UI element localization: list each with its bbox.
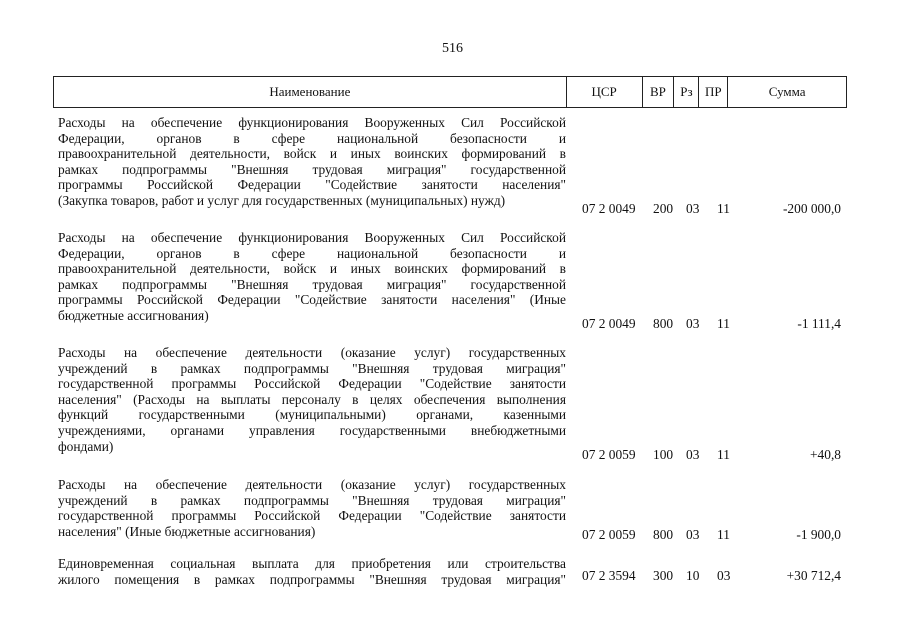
header-vr: ВР	[643, 77, 675, 107]
page-number: 516	[442, 41, 463, 56]
name-line: Расходы на обеспечение деятельности (оказание услуг) государственных	[58, 345, 566, 360]
row-rz: 03	[686, 316, 700, 331]
name-line: государственной программы Российской Федерации "Содействие занятости	[58, 508, 566, 524]
header-rz: Рз	[674, 77, 699, 107]
row-csr: 07 2 3594	[582, 568, 636, 583]
row-sum: -1 900,0	[796, 527, 841, 542]
name-line: правоохранительной деятельности, войск и иных воинских формирований в	[58, 261, 566, 277]
row-vr: 800	[653, 316, 674, 331]
row-vr: 800	[653, 527, 674, 542]
name-line: жилого помещения в рамках подпрограммы "Внешняя трудовая миграция"	[58, 571, 566, 587]
row-name	[58, 345, 566, 454]
header-csr: ЦСР	[567, 77, 643, 107]
row-rz: 03	[686, 447, 700, 462]
name-line: Расходы на обеспечение деятельности (оказание услуг) государственных	[58, 477, 566, 492]
row-sum: -1 111,4	[797, 316, 841, 331]
header-pr: ПР	[699, 77, 728, 107]
row-sum: -200 000,0	[782, 201, 841, 216]
row-csr: 07 2 0059	[582, 527, 636, 542]
name-line: населения" (Расходы на выплаты персоналу в целях обеспечения выполнения	[58, 391, 566, 407]
table-header	[53, 76, 847, 108]
name-line: (Закупка товаров, работ и услуг для государственных (муниципальных) нужд)	[58, 192, 506, 208]
row-name	[58, 230, 566, 324]
row-pr: 11	[717, 201, 730, 216]
name-line: Единовременная социальная выплата для приобретения или строительства	[58, 556, 566, 571]
name-line: рамках подпрограммы "Внешняя трудовая миграция" государственной	[58, 276, 566, 292]
name-line: учреждений в рамках подпрограммы "Внешняя трудовая миграция"	[58, 360, 566, 376]
row-sum: +40,8	[810, 447, 841, 462]
name-line: программы Российской Федерации "Содействие занятости населения"	[58, 177, 566, 193]
name-line: Расходы на обеспечение функционирования Вооруженных Сил Российской	[58, 230, 566, 245]
row-vr: 200	[653, 201, 674, 216]
row-rz: 03	[686, 201, 700, 216]
row-name	[58, 477, 566, 539]
row-pr: 11	[717, 316, 730, 331]
budget-table	[53, 76, 847, 587]
header-sum: Сумма	[768, 84, 806, 99]
name-line: Расходы на обеспечение функционирования Вооруженных Сил Российской	[58, 115, 566, 130]
row-vr: 100	[653, 447, 674, 462]
name-line: учреждениями, органами управления государственными внебюджетными	[58, 422, 566, 438]
row-vr: 300	[653, 568, 674, 583]
row-name	[58, 556, 566, 587]
row-csr: 07 2 0049	[582, 201, 636, 216]
name-line: функций государственными (муниципальными) органами, казенными	[58, 407, 566, 423]
name-line: бюджетные ассигнования)	[58, 307, 209, 323]
name-line: правоохранительной деятельности, войск и иных воинских формирований в	[58, 146, 566, 162]
row-pr: 03	[717, 568, 731, 583]
row-pr: 11	[717, 527, 730, 542]
row-rz: 10	[686, 568, 700, 583]
row-rz: 03	[686, 527, 700, 542]
row-name	[58, 115, 566, 209]
name-line: Федерации, органов в сфере национальной безопасности и	[58, 130, 566, 146]
header-name: Наименование	[54, 77, 567, 107]
row-csr: 07 2 0049	[582, 316, 636, 331]
name-line: государственной программы Российской Федерации "Содействие занятости	[58, 376, 566, 392]
name-line: программы Российской Федерации "Содействие занятости населения" (Иные	[58, 292, 566, 308]
row-pr: 11	[717, 447, 730, 462]
name-line: Федерации, органов в сфере национальной безопасности и	[58, 245, 566, 261]
row-csr: 07 2 0059	[582, 447, 636, 462]
name-line: фондами)	[58, 438, 114, 454]
row-sum: +30 712,4	[786, 568, 841, 583]
name-line: учреждений в рамках подпрограммы "Внешняя трудовая миграция"	[58, 492, 566, 508]
name-line: рамках подпрограммы "Внешняя трудовая миграция" государственной	[58, 161, 566, 177]
name-line: населения" (Иные бюджетные ассигнования)	[58, 523, 316, 539]
